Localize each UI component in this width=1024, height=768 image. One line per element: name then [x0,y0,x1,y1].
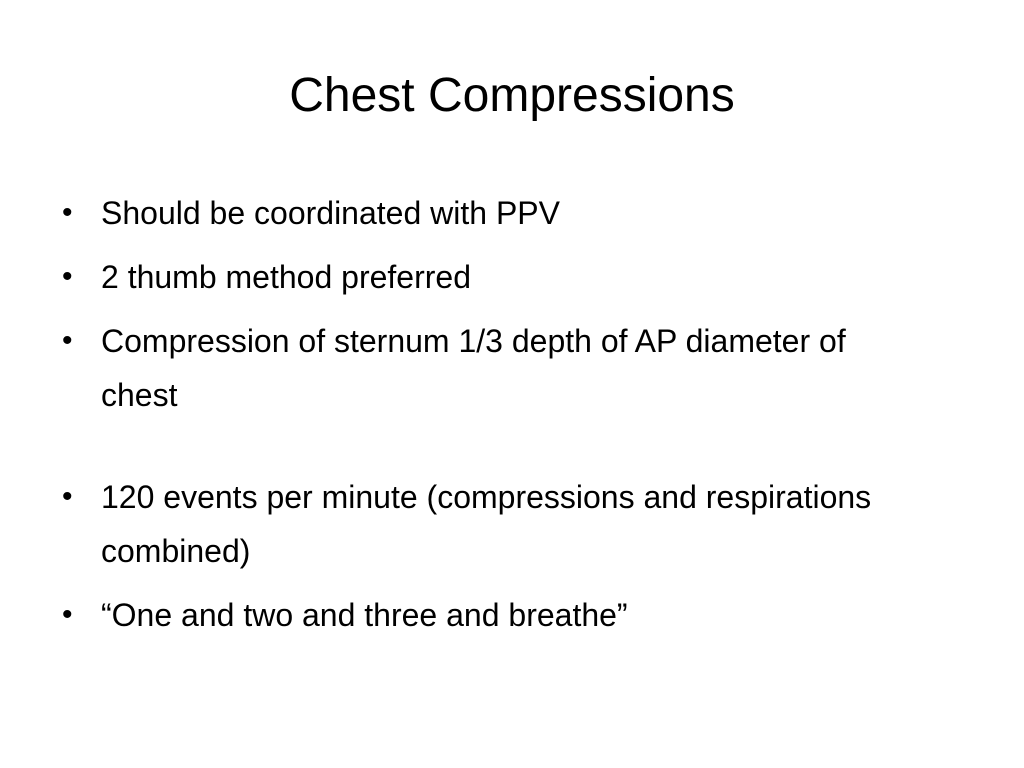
bullet-item [56,470,931,578]
bullet-icon: • [62,260,73,293]
bullet-item [56,250,956,304]
bullet-icon: • [62,324,73,357]
bullet-item [56,588,956,642]
bullet-spacer [56,432,956,470]
bullet-text: 120 events per minute (compressions and respirations combined) [101,479,872,569]
bullet-list [56,186,956,652]
bullet-text: Should be coordinated with PPV [101,195,560,231]
bullet-icon: • [62,196,73,229]
bullet-text: 2 thumb method preferred [101,259,471,295]
bullet-text: “One and two and three and breathe” [101,597,628,633]
bullet-item [56,314,911,422]
bullet-icon: • [62,480,73,513]
slide-title: Chest Compressions [289,69,735,122]
bullet-icon: • [62,598,73,631]
bullet-text: Compression of sternum 1/3 depth of AP diameter of chest [101,323,846,413]
bullet-item [56,186,956,240]
